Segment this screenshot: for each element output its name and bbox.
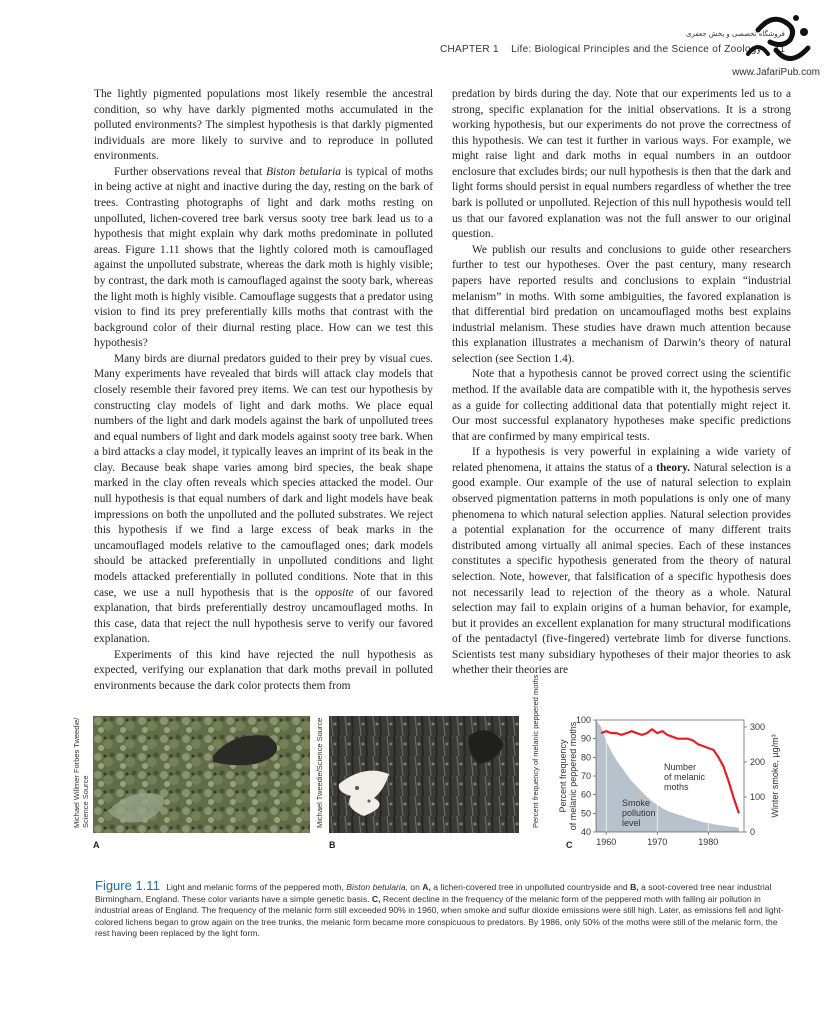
y-right-tick-label: 100 bbox=[750, 792, 766, 802]
caption-text-1: Light and melanic forms of the peppered moth, bbox=[166, 882, 347, 892]
photo-credit-c: Percent frequency of melanic peppered moths bbox=[531, 674, 540, 828]
melanic-annotation: of melanic bbox=[664, 772, 706, 782]
photo-credit-a: Michael Willmer Forbes Tweedie/ Science Source bbox=[72, 717, 90, 828]
photo-light-moth-on-lichen bbox=[93, 716, 310, 833]
melanic-frequency-chart bbox=[540, 712, 780, 852]
paragraph: We publish our results and conclusions to guide other researchers further to test our hypotheses. Over the past century, many research papers have reported results and conclusions to explain “industrial melanism” in moths. With some ambiguities, the favored explanation is that differential bird predation on uncamouflaged moths best explains industrial melanism. These studies have drawn much attention because this explanation illustrates a mechanism of Darwin’s theory of natural selection (see Section 1.4). bbox=[452, 243, 791, 365]
y-left-tick-label: 70 bbox=[580, 771, 591, 781]
caption-species: Biston betularia, bbox=[346, 882, 408, 892]
y-left-axis-label-line2: of melanic peppered moths bbox=[568, 721, 578, 831]
paragraph: predation by birds during the day. Note that our experiments led us to a strong, specific explanation for the initial observations. It is a strong working hypothesis, but our experiments do not prove the correctness of this hypothesis. We can test it further in various ways. For example, we might raise light and dark moths in equal numbers in an outdoor enclosure that excludes birds; our null hypothesis is then that the dark and light forms should persist in equal numbers regardless of whether the tree bark is polluted or unpolluted. Rejection of this null hypothesis would tell us that our favored explanation was not the full answer to our original question. bbox=[452, 88, 791, 241]
y-left-tick-label: 60 bbox=[580, 789, 591, 800]
melanic-annotation: moths bbox=[664, 782, 689, 792]
watermark-persian-text: فروشگاه تخصصی و پخش جعفری bbox=[686, 30, 785, 38]
y-left-tick-label: 80 bbox=[580, 752, 591, 763]
paragraph: Further observations reveal that Biston betularia is typical of moths in being active at night and inactive during the day, resting on the bark of trees. Contrasting photographs of light and dark moths resting on unpolluted, lichen-covered tree bark versus sooty tree bark lead us to a hypothesis that might explain why dark moths predominate in polluted areas. Figure 1.11 shows that the lightly colored moth is camouflaged against the unpolluted substrate, whereas the dark moth is highly visible; by contrast, the dark moth is camouflaged against the sooty bark, whereas the light moth is highly visible. Camouflage suggests that a predator using vision to find its prey preferentially kills moths that contrast with the background color of their diurnal resting place. How can we test this hypothesis? bbox=[94, 165, 434, 350]
right-text-column bbox=[452, 87, 791, 679]
y-left-tick-label: 40 bbox=[580, 827, 591, 837]
paragraph: Note that a hypothesis cannot be proved correct using the scientific method. If the available data are compatible with it, the hypothesis serves as a guide for collecting additional data that potentially might reject it. Our most successful explanatory hypotheses make specific predictions that are confirmed by many empirical tests. bbox=[452, 368, 791, 443]
left-text-column bbox=[94, 87, 433, 695]
y-right-tick-label: 200 bbox=[750, 757, 766, 767]
chapter-title: Life: Biological Principles and the Science of Zoology bbox=[511, 44, 762, 55]
melanic-annotation: Number bbox=[664, 762, 697, 772]
watermark-url: www.JafariPub.com bbox=[732, 67, 820, 78]
y-right-tick-label: 300 bbox=[750, 722, 766, 732]
smoke-annotation: level bbox=[622, 818, 641, 828]
photo-credit-b: Michael Tweedie/Science Source bbox=[315, 717, 324, 828]
paragraph: Many birds are diurnal predators guided to their prey by visual cues. Many experiments have revealed that birds will attack clay models that closely resemble their favored prey items. We can test our hypothesis by constructing clay models of light and dark moths. We place equal numbers of the light and dark models against the bark of unpolluted trees and equal numbers of light and dark models against sooty tree bark. When a bird attacks a clay model, it typically leaves an imprint of its beak in the clay. Because beak shape varies among bird species, the beak shape marked in the clay often reveals which species attacked the model. Our null hypothesis is that equal numbers of dark and light models have beak impressions on both the unpolluted and the polluted substrates. We reject this hypothesis if we find a large excess of beak marks in the uncamouflaged models relative to the camouflaged ones; dark models should be attacked preferentially in unpolluted conditions and light models attacked preferentially in polluted conditions. Note that in this case, we use a null hypothesis that is the opposite of our favored explanation, that birds preferentially destroy uncamouflaged moths. In this case, data that reject the null hypothesis serve to verify our favored explanation. bbox=[94, 352, 433, 646]
x-tick-label: 1960 bbox=[596, 837, 617, 847]
y-left-tick-label: 50 bbox=[580, 808, 591, 819]
smoke-annotation: Smoke bbox=[622, 798, 651, 808]
y-right-tick-label: 0 bbox=[750, 827, 756, 837]
x-tick-label: 1970 bbox=[647, 837, 668, 847]
x-tick-label: 1980 bbox=[698, 837, 719, 847]
figure-label: Figure 1.11 bbox=[95, 878, 160, 893]
y-left-tick-label: 100 bbox=[575, 715, 591, 725]
paragraph: If a hypothesis is very powerful in explaining a wide variety of related phenomena, it attains the status of a theory. Natural selection is a good example. Our example of the use of natural selection to explain observed pigmentation patterns in moth populations is only one of many phenomena to which natural selection applies. Natural selection provides a potential explanation for the occurrence of many different traits distributed among virtually all animal species. Each of these instances constitutes a specific hypothesis generated from the theory of natural selection. Note, however, that falsification of a specific hypothesis does not necessarily lead to rejection of the theory as a whole. Natural selection may fail to explain origins of a human behavior, for example, but it provides an excellent explanation for many structural modifications of the pentadactyl (five-fingered) vertebrate limb for diverse functions. Scientists test many subsidiary hypotheses of their major theories to ask whether their theories are bbox=[452, 446, 792, 677]
smoke-annotation: pollution bbox=[622, 808, 656, 818]
y-left-tick-label: 90 bbox=[580, 733, 591, 744]
paragraph: Experiments of this kind have rejected the null hypothesis as expected, verifying our explanation that dark moths prevail in polluted environments because the dark color protects them from bbox=[94, 648, 433, 692]
y-right-axis-label: Winter smoke, µg/m³ bbox=[770, 734, 780, 818]
panel-label-b: B bbox=[329, 840, 336, 850]
paragraph: The lightly pigmented populations most likely resemble the ancestral condition, so why have darkly pigmented moths accumulated in the polluted environments? The simplest hypothesis is that darkly pigmented individuals are more likely to survive and to reproduce in polluted environments. bbox=[94, 88, 433, 163]
page-number: 11 bbox=[774, 44, 786, 55]
chapter-label: CHAPTER 1 bbox=[440, 44, 499, 55]
y-left-axis-label: Percent frequency bbox=[558, 739, 568, 813]
panel-label-c: C bbox=[566, 840, 573, 850]
figure-caption: Figure 1.11 Light and melanic forms of the peppered moth, Biston betularia, on A, a lichen-covered tree in unpolluted countryside and B, a soot-covered tree near industrial Birmingham, England. These color variants have a simple genetic basis. C, Recent decline in the frequency of the melanic form of the peppered moth with falling air pollution in industrial areas of England. The frequency of the melanic form still exceeded 90% in 1960, when smoke and sulfur dioxide emissions were still high. Later, as emissions fell and light-colored lichens began to grow again on the tree trunks, the melanic form became more conspicuous to predators. By 1986, only 50% of the moths were still of the melanic form, the rest having been replaced by the light form. bbox=[95, 878, 784, 939]
photo-melanic-moth-on-soot bbox=[329, 716, 519, 833]
panel-label-a: A bbox=[93, 840, 100, 850]
